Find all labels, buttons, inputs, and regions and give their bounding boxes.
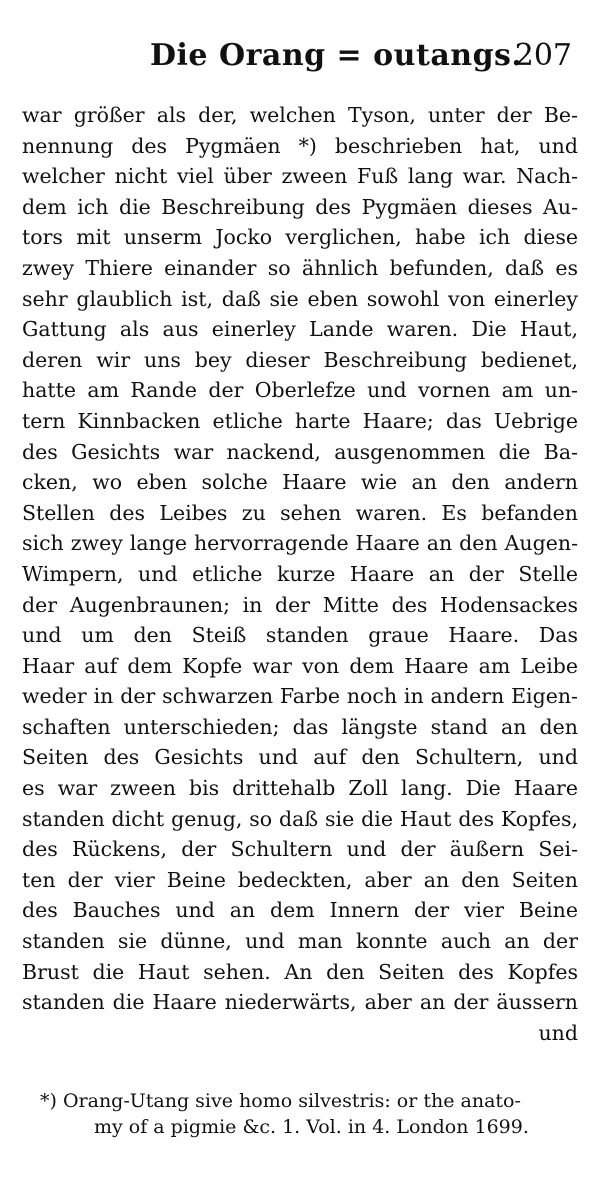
text-line: des Rückens, der Schultern und der äußern Sei- <box>22 837 578 862</box>
text-line: schaften unterschieden; das längste stand an den <box>22 714 578 739</box>
text-line: Haar auf dem Kopfe war von dem Haare am Leibe <box>22 653 578 678</box>
text-line: hatte am Rande der Oberlefze und vornen am un- <box>22 378 578 403</box>
text-line: Gattung als aus einerley Lande waren. Die Haut, <box>22 317 578 342</box>
text-line: Brust die Haut sehen. An den Seiten des Kopfes <box>22 959 578 984</box>
text-line: zwey Thiere einander so ähnlich befunden, daß es <box>22 255 578 280</box>
running-title: Die Orang = outangs. <box>150 38 523 73</box>
page-number: 207 <box>514 38 572 73</box>
text-line: und um den Steiß standen graue Haare. Das <box>22 623 578 648</box>
text-line: weder in der schwarzen Farbe noch in andern Eigen- <box>22 684 578 709</box>
text-line: des Gesichts war nackend, ausgenommen die Ba- <box>22 439 578 464</box>
footnote-line: my of a pigmie &c. 1. Vol. in 4. London 1699. <box>94 1116 529 1138</box>
text-line: standen sie dünne, und man konnte auch an der <box>22 929 578 954</box>
text-line: standen die Haare niederwärts, aber an der äussern <box>22 990 578 1015</box>
text-line: des Bauches und an dem Innern der vier Beine <box>22 898 578 923</box>
text-line: tors mit unserm Jocko verglichen, habe ich diese <box>22 225 578 250</box>
text-line: der Augenbraunen; in der Mitte des Hodensackes <box>22 592 578 617</box>
text-line: tern Kinnbacken etliche harte Haare; das Uebrige <box>22 408 578 433</box>
text-line: cken, wo eben solche Haare wie an den andern <box>22 470 578 495</box>
text-line: deren wir uns bey dieser Beschreibung bedienet, <box>22 347 578 372</box>
footnote-line: *) Orang-Utang sive homo silvestris: or the anato- <box>40 1090 521 1112</box>
body-text <box>22 100 578 1048</box>
text-line: Wimpern, und etliche kurze Haare an der Stelle <box>22 561 578 586</box>
text-line: welcher nicht viel über zween Fuß lang war. Nach- <box>22 164 578 189</box>
text-line: war größer als der, welchen Tyson, unter der Be- <box>22 103 578 127</box>
page-header <box>0 34 612 78</box>
footnote <box>40 1088 580 1140</box>
catchword: und <box>538 1020 578 1045</box>
text-line: nennung des Pygmäen *) beschrieben hat, und <box>22 133 578 158</box>
text-line: Stellen des Leibes zu sehen waren. Es befanden <box>22 500 578 525</box>
text-line: Seiten des Gesichts und auf den Schultern, und <box>22 745 578 770</box>
text-line: sich zwey lange hervorragende Haare an den Augen- <box>22 531 578 556</box>
text-line: dem ich die Beschreibung des Pygmäen dieses Au- <box>22 194 578 219</box>
text-line: es war zween bis drittehalb Zoll lang. Die Haare <box>22 776 578 801</box>
text-line: ten der vier Beine bedeckten, aber an den Seiten <box>22 867 578 892</box>
text-line: sehr glaublich ist, daß sie eben sowohl von einerley <box>22 286 578 311</box>
text-line: standen dicht genug, so daß sie die Haut des Kopfes, <box>22 806 578 831</box>
